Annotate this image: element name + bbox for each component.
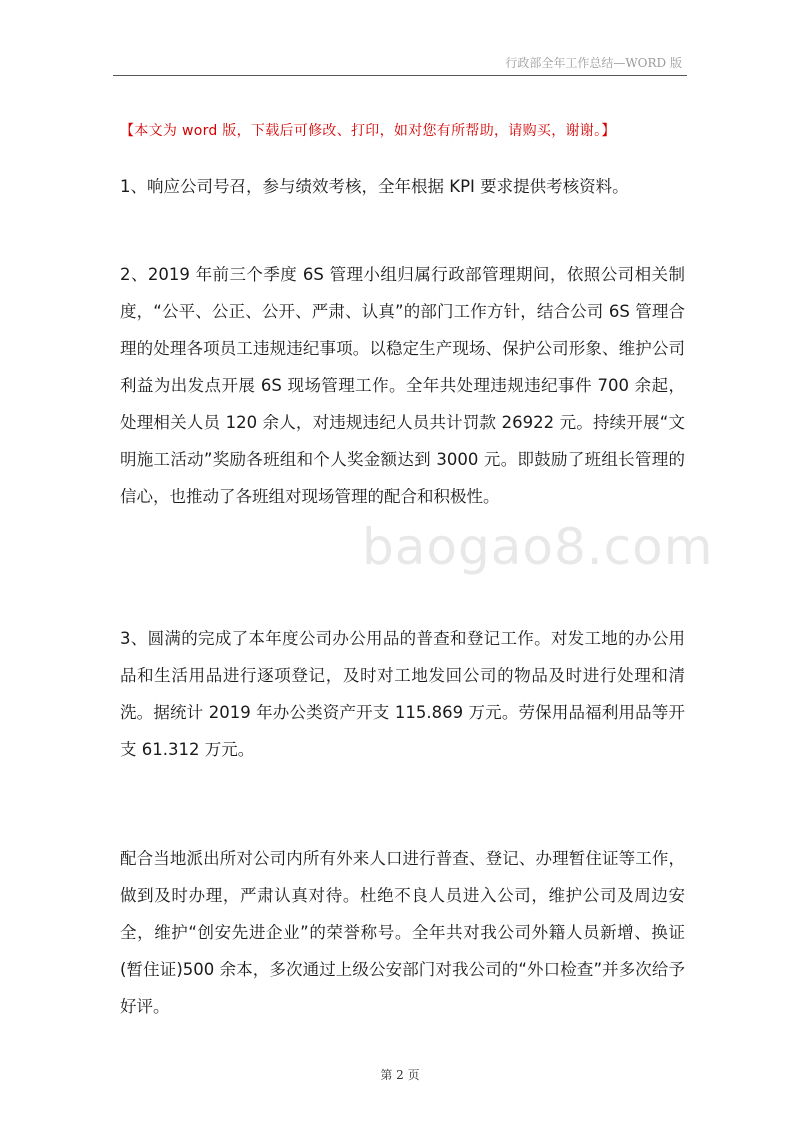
- paragraph-4: [120, 840, 685, 1025]
- paragraph-text: 2、2019 年前三个季度 6S 管理小组归属行政部管理期间，依照公司相关制度，“公平、公正、公开、严肃、认真”的部门工作方针，结合公司 6S 管理合理的处理各项员工违规违纪事项。以稳定生产现场、保护公司形象、维护公司利益为出发点开展 6S 现场管理工作。全年共处理违规违纪事件 700 余起，处理相关人员 120 余人，对违规违纪人员共计罚款 26922 元。持续开展“文明施工活动”奖励各班组和个人奖金额达到 3000 元。即鼓励了班组长管理的信心，也推动了各班组对现场管理的配合和积极性。: [120, 265, 685, 506]
- paragraph-1: [120, 168, 685, 205]
- download-notice: 【本文为 word 版，下载后可修改、打印，如对您有所帮助，请购买，谢谢。】: [120, 123, 616, 139]
- paragraph-text: 1、响应公司号召，参与绩效考核，全年根据 KPI 要求提供考核资料。: [120, 177, 629, 196]
- page-number: 第 2 页: [380, 1068, 420, 1082]
- header-title: 行政部全年工作总结—WORD 版: [505, 56, 682, 70]
- paragraph-2: [120, 256, 685, 515]
- paragraph-3: [120, 620, 685, 768]
- paragraph-text: 配合当地派出所对公司内所有外来人口进行普查、登记、办理暂住证等工作，做到及时办理，严肃认真对待。杜绝不良人员进入公司，维护公司及周边安全，维护“创安先进企业”的荣誉称号。全年共对我公司外籍人员新增、换证(暂住证)500 余本，多次通过上级公安部门对我公司的“外口检查”并多次给予好评。: [120, 849, 685, 1016]
- watermark: baogao8.com: [362, 518, 714, 576]
- paragraph-text: 3、圆满的完成了本年度公司办公用品的普查和登记工作。对发工地的办公用品和生活用品进行逐项登记，及时对工地发回公司的物品及时进行处理和清洗。据统计 2019 年办公类资产开支 115.869 万元。劳保用品福利用品等开支 61.312 万元。: [120, 629, 685, 759]
- header-divider: [113, 75, 687, 76]
